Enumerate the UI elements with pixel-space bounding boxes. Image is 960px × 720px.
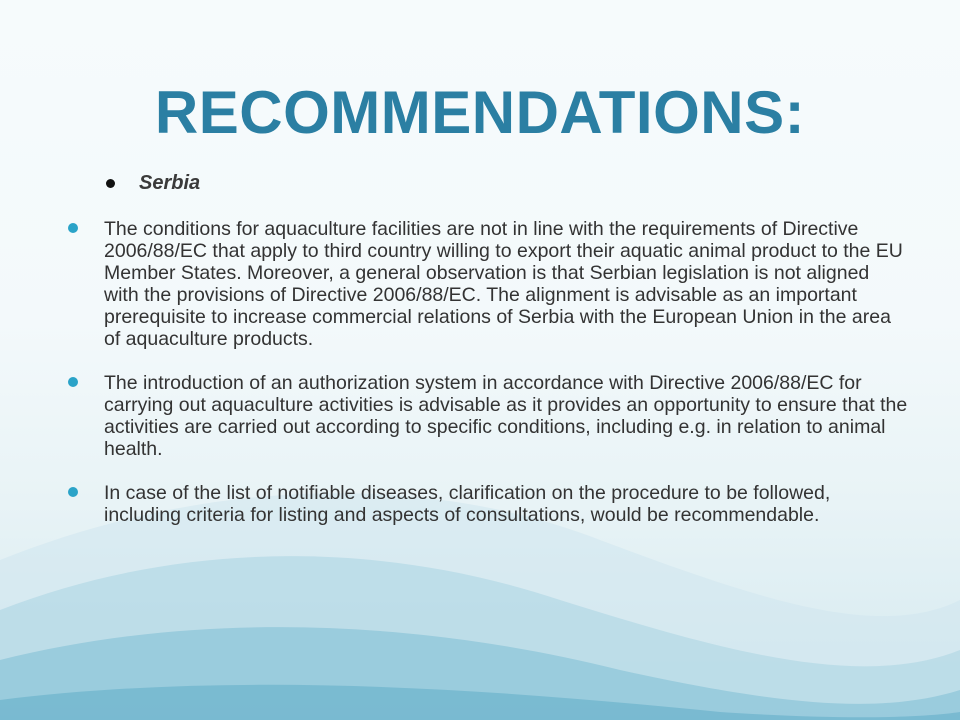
bullet-item [68, 218, 908, 350]
bullet-dot-icon [68, 377, 78, 387]
bullet-text: The introduction of an authorization system in accordance with Directive 2006/88/EC for carrying out aquaculture activities is advisable as it provides an opportunity to ensure that the activities are carried out according to specific conditions, including e.g. in relation to animal health. [104, 372, 908, 460]
bullet-item [68, 482, 908, 526]
bullet-dot-icon [68, 487, 78, 497]
slide-title: RECOMMENDATIONS: [154, 79, 806, 146]
sub-bullet-label: Serbia [139, 172, 201, 194]
bullet-text: In case of the list of notifiable diseases, clarification on the procedure to be followed, including criteria for listing and aspects of consultations, would be recommendable. [104, 482, 831, 526]
bullet-dot-icon [68, 223, 78, 233]
sub-bullet-serbia [106, 172, 200, 195]
bullet-dot-icon [106, 179, 115, 188]
bullet-list [68, 218, 908, 548]
bullet-text: The conditions for aquaculture facilities are not in line with the requirements of Directive 2006/88/EC that apply to third country willing to export their aquatic animal product to the EU Member States. Moreover, a general observation is that Serbian legislation is not aligned with the provisions of Directive 2006/88/EC. The alignment is advisable as an important prerequisite to increase commercial relations of Serbia with the European Union in the area of aquaculture products. [104, 218, 903, 350]
bullet-item [68, 372, 908, 460]
